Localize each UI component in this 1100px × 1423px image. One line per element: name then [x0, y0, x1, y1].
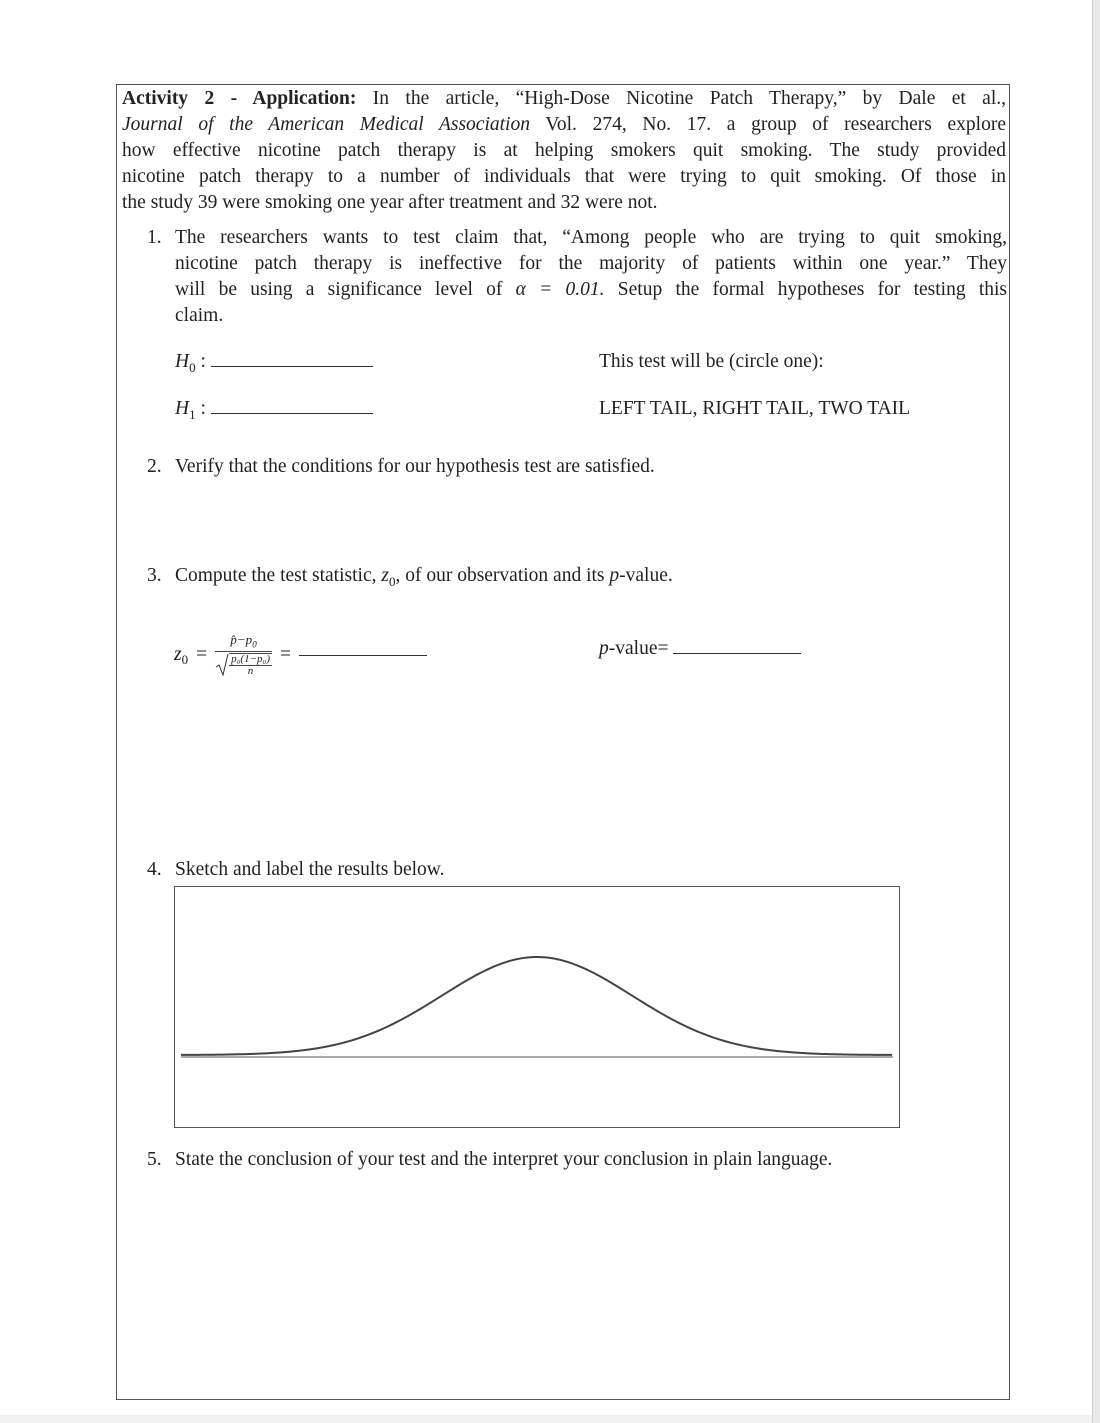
question-3-number: 3.: [147, 565, 162, 586]
intro-text-4: nicotine patch therapy to a number of individuals that were trying to quit smoking. Of those in: [122, 166, 1006, 187]
formula-equals-2: =: [280, 644, 291, 665]
question-4-text: Sketch and label the results below.: [175, 859, 445, 880]
question-2-number: 2.: [147, 456, 162, 477]
page-edge: [1092, 0, 1100, 1423]
formula-equals-1: =: [196, 644, 208, 665]
pvalue-answer-blank[interactable]: [673, 653, 801, 654]
question-1-line-3a: will be using a significance level of: [175, 279, 503, 300]
question-1-line-1: The researchers wants to test claim that, “Among people who are trying to quit smoking,: [175, 227, 1007, 248]
question-3-text-b: , of our observation and its: [395, 565, 605, 586]
question-1-line-4: claim.: [175, 305, 224, 326]
h1-subscript: 1: [189, 406, 196, 422]
question-4-number: 4.: [147, 859, 162, 880]
question-3-text-c: -value.: [619, 565, 673, 586]
test-statistic-formula: [174, 630, 427, 680]
intro-text-3: how effective nicotine patch therapy is at helping smokers quit smoking. The study provided: [122, 140, 1006, 161]
formula-denominator-bottom: n: [247, 665, 254, 678]
h1-answer-blank[interactable]: [211, 413, 373, 414]
alt-hypothesis-row: [175, 398, 373, 423]
intro-text-5: the study 39 were smoking one year after treatment and 32 were not.: [122, 192, 658, 213]
question-2-text: Verify that the conditions for our hypothesis test are satisfied.: [175, 456, 655, 477]
question-3-text-a: Compute the test statistic,: [175, 565, 377, 586]
question-5-number: 5.: [147, 1149, 162, 1170]
intro-text-2: Vol. 274, No. 17. a group of researchers explore: [545, 114, 1006, 135]
h0-answer-blank[interactable]: [211, 366, 373, 367]
circle-one-prompt: This test will be (circle one):: [599, 351, 824, 372]
tail-options[interactable]: LEFT TAIL, RIGHT TAIL, TWO TAIL: [599, 398, 911, 419]
formula-z: z: [174, 644, 182, 665]
formula-z-subscript: 0: [181, 652, 189, 667]
bell-curve: [181, 957, 892, 1055]
pvalue-row: [599, 638, 801, 660]
sqrt-symbol: [215, 653, 229, 677]
formula-numerator-sub: 0: [252, 639, 257, 650]
z0-answer-blank[interactable]: [299, 655, 427, 656]
null-hypothesis-row: [175, 351, 373, 376]
h0-colon: :: [200, 351, 206, 372]
question-1-number: 1.: [147, 227, 162, 248]
activity-title: Activity 2 - Application:: [122, 88, 357, 109]
h0-label: H: [175, 351, 190, 372]
journal-name: Journal of the American Medical Association: [122, 114, 530, 135]
intro-text-1: In the article, “High-Dose Nicotine Patch Therapy,” by Dale et al.,: [372, 88, 1007, 109]
alpha-value: α = 0.01.: [515, 279, 605, 300]
h1-colon: :: [200, 398, 206, 419]
question-1-line-3b: Setup the formal hypotheses for testing this: [617, 279, 1008, 300]
sketch-area[interactable]: [174, 886, 900, 1128]
pvalue-label: -value=: [608, 638, 669, 659]
question-1-line-2: nicotine patch therapy is ineffective for the majority of patients within one year.” They: [175, 253, 1007, 274]
formula-fraction: [215, 633, 272, 678]
question-5-text: State the conclusion of your test and the interpret your conclusion in plain language.: [175, 1149, 833, 1170]
formula-numerator: p̂−p: [230, 631, 253, 647]
pvalue-p: p: [599, 638, 609, 659]
p-symbol: p: [609, 565, 620, 586]
z0-subscript: 0: [388, 573, 396, 589]
h1-label: H: [175, 398, 190, 419]
activity-intro: [122, 86, 1006, 216]
formula-denominator-top: p₀(1−p₀): [231, 653, 270, 666]
z0-symbol: z: [381, 565, 389, 586]
h0-subscript: 0: [189, 359, 196, 375]
normal-curve-sketch: [175, 887, 899, 1127]
